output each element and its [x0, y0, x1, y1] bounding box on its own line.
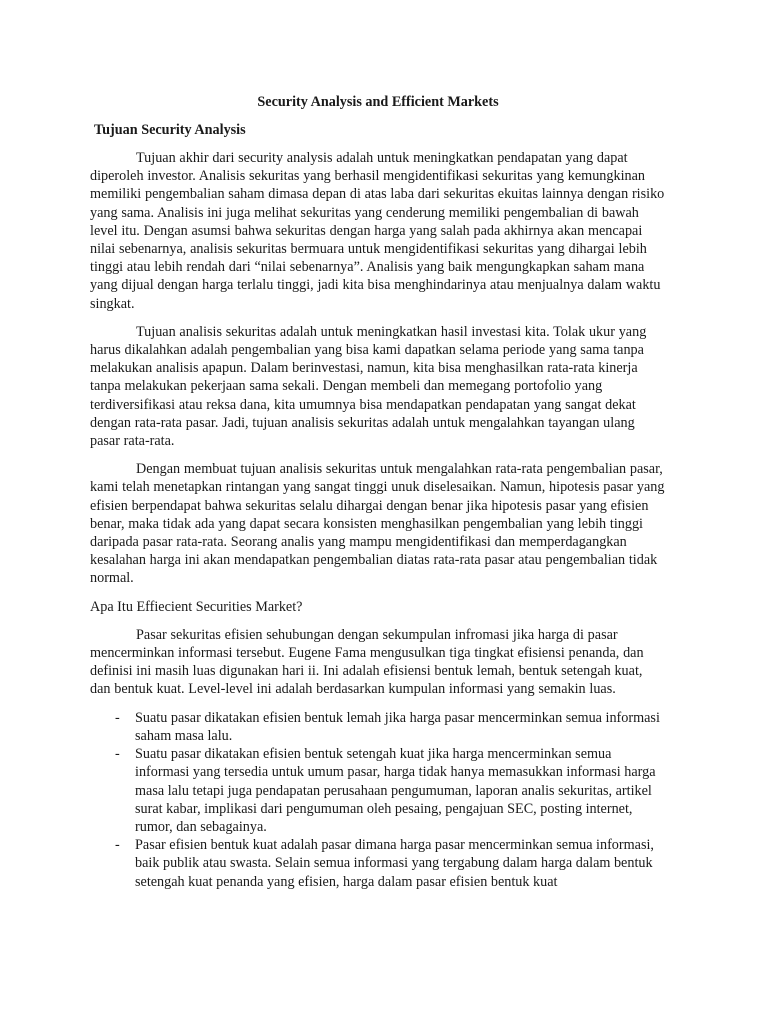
paragraph-1: Tujuan akhir dari security analysis adalah untuk meningkatkan pendapatan yang dapat diperoleh investor. Analisis sekuritas yang berhasil mengidentifikasi sekuritas yang kemungkinan memiliki pengembalian saham dimasa depan di atas laba dari sekuritas ekuitas lainnya dengan risiko yang sama. Analisis ini juga melihat sekuritas yang cenderung memiliki pengembalian di bawah level itu. Dengan asumsi bahwa sekuritas dengan harga yang salah pada akhirnya akan mencapai nilai sebenarnya, analisis sekuritas bermuara untuk mengidentifikasi sekuritas yang dihargai lebih tinggi atau lebih rendah dari “nilai sebenarnya”. Analisis yang baik mengungkapkan saham mana yang dijual dengan harga terlalu tinggi, jadi kita bisa menghindarinya atau menjualnya dalam waktu singkat.: [90, 150, 665, 312]
document-title: Security Analysis and Efficient Markets: [257, 94, 499, 110]
list-item-text: Suatu pasar dikatakan efisien bentuk setengah kuat jika harga mencerminkan semua informasi yang tersedia untuk umum pasar, harga tidak hanya memasukkan informasi harga masa lalu tetapi juga pendapatan perusahaan pengumuman, laporan analis sekuritas, artikel surat kabar, implikasi dari pengumuman oleh pesaing, pengajuan SEC, posting internet, rumor, dan sebagainya.: [135, 746, 656, 835]
section-heading-tujuan: Tujuan Security Analysis: [94, 122, 246, 138]
list-item-text: Pasar efisien bentuk kuat adalah pasar dimana harga pasar mencerminkan semua informasi, baik publik atau swasta. Selain semua informasi yang tergabung dalam harga dalam bentuk setengah kuat penanda yang efisien, harga dalam pasar efisien bentuk kuat: [135, 837, 654, 890]
efficiency-forms-list: [90, 709, 666, 891]
list-item: [90, 745, 666, 836]
dash-bullet-icon: -: [115, 709, 120, 726]
dash-bullet-icon: -: [115, 746, 120, 763]
paragraph-3: Dengan membuat tujuan analisis sekuritas untuk mengalahkan rata-rata pengembalian pasar, kami telah menetapkan rintangan yang sangat tinggi unuk diselesaikan. Namun, hipotesis pasar yang efisien berpendapat bahwa sekuritas selalu dihargai dengan benar jika hipotesis pasar yang efisien benar, maka tidak ada yang dapat secara konsisten menghasilkan pengembalian yang lebih tinggi daripada pasar rata-rata. Seorang analis yang mampu mengidentifikasi dan memperdagangkan kesalahan harga ini akan mendapatkan pengembalian diatas rata-rata pasar atau pengembalian tidak normal.: [90, 461, 665, 587]
list-item: [90, 836, 666, 891]
paragraph-4: Pasar sekuritas efisien sehubungan dengan sekumpulan infromasi jika harga di pasar mencerminkan informasi tersebut. Eugene Fama mengusulkan tiga tingkat efisiensi penanda, dan definisi ini masih luas digunakan hari ii. Ini adalah efisiensi bentuk lemah, bentuk setengah kuat, dan bentuk kuat. Level-level ini adalah berdasarkan kumpulan informasi yang semakin luas.: [90, 626, 644, 698]
section-heading-efficient-market: Apa Itu Effiecient Securities Market?: [90, 598, 303, 615]
list-item-text: Suatu pasar dikatakan efisien bentuk lemah jika harga pasar mencerminkan semua informasi saham masa lalu.: [135, 709, 660, 744]
dash-bullet-icon: -: [115, 837, 120, 854]
paragraph-2: Tujuan analisis sekuritas adalah untuk meningkatkan hasil investasi kita. Tolak ukur yang harus dikalahkan adalah pengembalian yang bisa kami dapatkan selama periode yang sama tanpa melakukan analisis apapun. Dalam berinvestasi, namun, kita bisa menghasilkan rata-rata kinerja tanpa melakukan pekerjaan sama sekali. Dengan membeli dan memegang portofolio yang terdiversifikasi atau reksa dana, kita umumnya bisa mendapatkan pendapatan yang sangat dekat dengan rata-rata pasar. Jadi, tujuan analisis sekuritas adalah untuk mengalahkan tayangan ulang pasar rata-rata.: [90, 323, 647, 450]
list-item: [90, 709, 666, 745]
